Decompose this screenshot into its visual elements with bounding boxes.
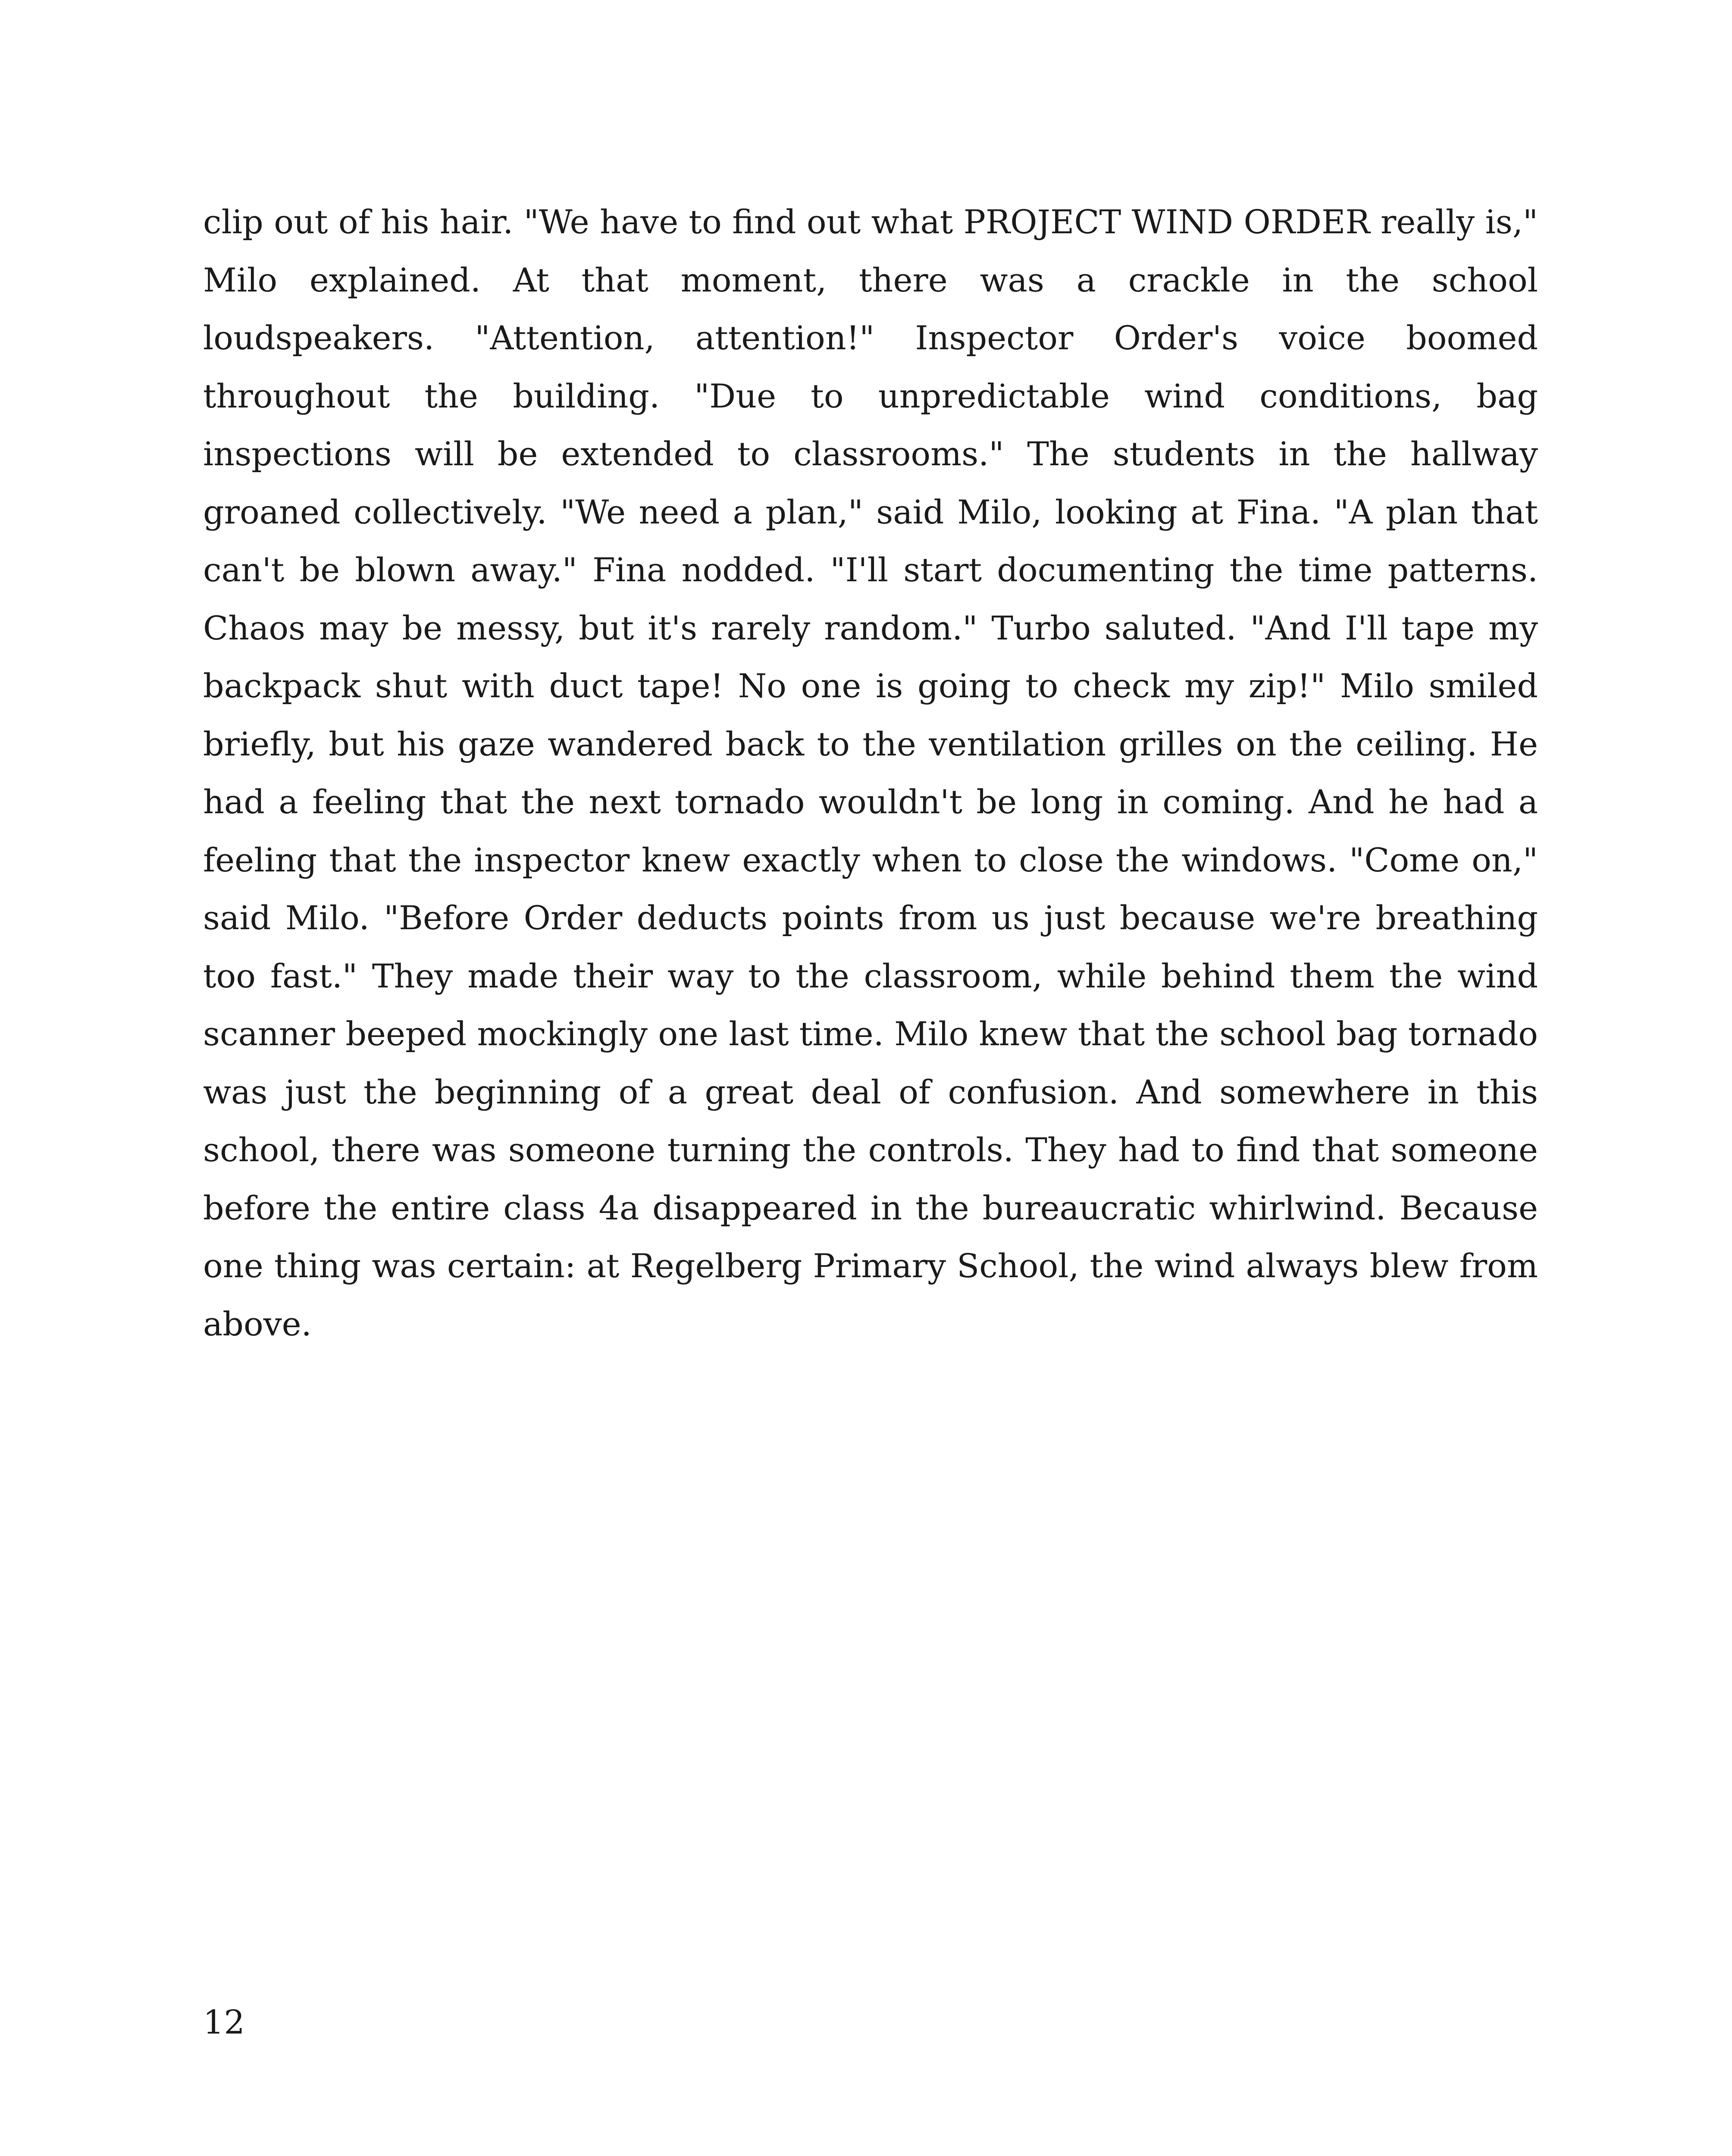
page-number: 12	[203, 2003, 245, 2041]
body-paragraph: clip out of his hair. "We have to find out what PROJECT WIND ORDER really is," Milo explained. At that moment, there was a crackle in the school loudspeakers. "Attention, attention!" Inspector Order's voice boomed throughout the building. "Due to unpredictable wind conditions, bag inspections will be extended to classrooms." The students in the hallway groaned collectively. "We need a plan," said Milo, looking at Fina. "A plan that can't be blown away." Fina nodded. "I'll start documenting the time patterns. Chaos may be messy, but it's rarely random." Turbo saluted. "And I'll tape my backpack shut with duct tape! No one is going to check my zip!" Milo smiled briefly, but his gaze wandered back to the ventilation grilles on the ceiling. He had a feeling that the next tornado wouldn't be long in coming. And he had a feeling that the inspector knew exactly when to close the windows. "Come on," said Milo. "Before Order deducts points from us just because we're breathing too fast." They made their way to the classroom, while behind them the wind scanner beeped mockingly one last time. Milo knew that the school bag tornado was just the beginning of a great deal of confusion. And somewhere in this school, there was someone turning the controls. They had to find that someone before the entire class 4a disappeared in the bureaucratic whirlwind. Because one thing was certain: at Regelberg Primary School, the wind always blew from above.	[203, 203, 1538, 1343]
